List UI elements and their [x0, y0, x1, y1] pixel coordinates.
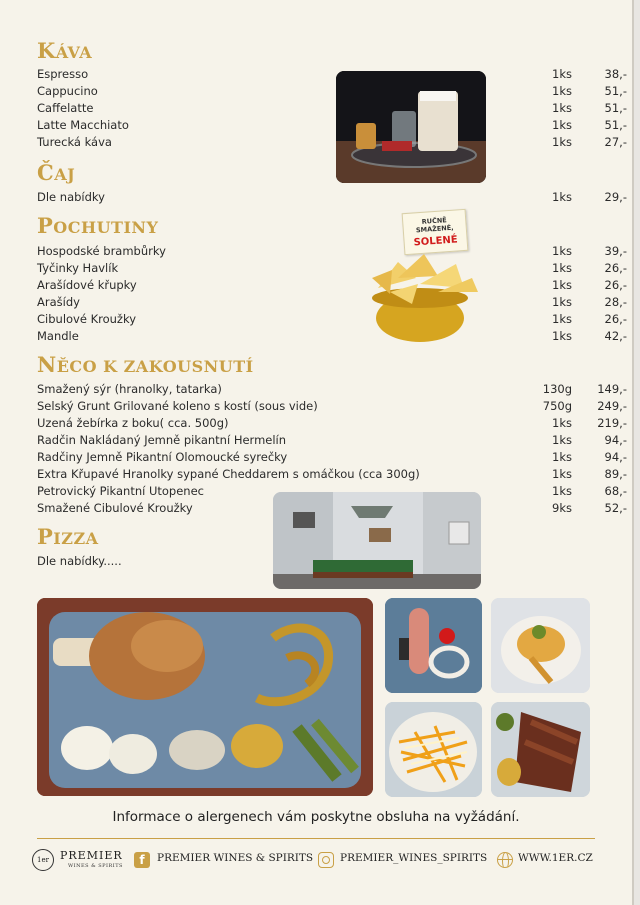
menu-item-name: Arašídy	[37, 295, 80, 309]
menu-item-qty: 1ks	[552, 467, 572, 481]
menu-item-qty: 1ks	[552, 118, 572, 132]
menu-item-price: 29,-	[604, 190, 627, 204]
menu-item	[37, 244, 627, 261]
menu-item-qty: 1ks	[552, 278, 572, 292]
menu-item	[37, 416, 627, 433]
menu-item	[37, 278, 627, 295]
menu-item	[37, 433, 627, 450]
globe-icon	[497, 852, 513, 868]
menu-item-price: 89,-	[604, 467, 627, 481]
menu-item-qty: 130g	[542, 382, 572, 396]
menu-item	[37, 101, 627, 118]
menu-item-price: 42,-	[604, 329, 627, 343]
menu-item-price: 94,-	[604, 433, 627, 447]
menu-item-qty: 1ks	[552, 84, 572, 98]
website-link[interactable]: WWW.1ER.CZ	[518, 852, 593, 864]
premier-brand-sub: WINES & SPIRITS	[68, 863, 123, 869]
menu-item-price: 26,-	[604, 278, 627, 292]
menu-item-name: Dle nabídky	[37, 190, 105, 204]
section-title-caj: ČAJ	[37, 160, 76, 185]
menu-item-price: 249,-	[597, 399, 627, 413]
sausage-photo	[385, 598, 482, 693]
menu-item-qty: 1ks	[552, 312, 572, 326]
menu-item-price: 219,-	[597, 416, 627, 430]
menu-item	[37, 399, 627, 416]
menu-item-qty: 750g	[542, 399, 572, 413]
coffee-photo	[336, 71, 486, 183]
cheese-plate-photo	[491, 598, 590, 693]
pizza-text: Dle nabídky.....	[37, 554, 122, 568]
menu-item-name: Selský Grunt Grilované koleno s kostí (sous vide)	[37, 399, 318, 413]
menu-item	[37, 312, 627, 329]
instagram-link[interactable]: PREMIER_WINES_SPIRITS	[340, 852, 488, 864]
menu-item-qty: 1ks	[552, 450, 572, 464]
chips-bowl-image	[368, 248, 486, 346]
menu-item-qty: 1ks	[552, 261, 572, 275]
menu-item	[37, 190, 627, 207]
billiard-room-photo	[273, 492, 481, 589]
footer-divider	[37, 838, 595, 839]
menu-item-name: Petrovický Pikantní Utopenec	[37, 484, 204, 498]
menu-item-qty: 1ks	[552, 135, 572, 149]
menu-item-price: 38,-	[604, 67, 627, 81]
menu-item-name: Cibulové Kroužky	[37, 312, 137, 326]
menu-item-qty: 1ks	[552, 416, 572, 430]
menu-item	[37, 329, 627, 346]
menu-item	[37, 84, 627, 101]
ribs-photo	[491, 702, 590, 797]
menu-item-name: Smažený sýr (hranolky, tatarka)	[37, 382, 222, 396]
menu-item-name: Latte Macchiato	[37, 118, 129, 132]
premier-logo-mark: 1er	[32, 849, 54, 871]
menu-item-qty: 1ks	[552, 190, 572, 204]
facebook-icon: f	[134, 852, 150, 868]
section-title-kava: KÁVA	[37, 38, 93, 63]
menu-item-name: Radčin Nakládaný Jemně pikantní Hermelín	[37, 433, 287, 447]
menu-item-qty: 1ks	[552, 433, 572, 447]
chips-sign: RUČNĚ SMAŽENÉ, SOLENÉ	[402, 209, 469, 255]
menu-item-name: Espresso	[37, 67, 89, 81]
menu-item-name: Extra Křupavé Hranolky sypané Cheddarem s omáčkou (cca 300g)	[37, 467, 420, 481]
menu-item-name: Arašídové křupky	[37, 278, 137, 292]
menu-item-qty: 1ks	[552, 244, 572, 258]
menu-item-price: 94,-	[604, 450, 627, 464]
menu-item-price: 52,-	[604, 501, 627, 515]
section-title-zakousnuti: NĚCO K ZAKOUSNUTÍ	[37, 352, 254, 377]
menu-item-name: Turecká káva	[37, 135, 112, 149]
menu-item	[37, 118, 627, 135]
menu-item-price: 68,-	[604, 484, 627, 498]
menu-item-qty: 9ks	[552, 501, 572, 515]
menu-item-price: 26,-	[604, 312, 627, 326]
menu-item	[37, 135, 627, 152]
menu-item-name: Cappucino	[37, 84, 98, 98]
menu-item-qty: 1ks	[552, 67, 572, 81]
menu-item-name: Smažené Cibulové Kroužky	[37, 501, 193, 515]
pork-knee-photo	[37, 598, 373, 796]
menu-item-name: Uzená žebírka z boku( cca. 500g)	[37, 416, 229, 430]
menu-item-price: 39,-	[604, 244, 627, 258]
premier-brand: PREMIER	[60, 849, 123, 862]
menu-item	[37, 467, 627, 484]
menu-item-price: 149,-	[597, 382, 627, 396]
menu-item	[37, 261, 627, 278]
menu-item-price: 27,-	[604, 135, 627, 149]
menu-item-name: Hospodské brambůrky	[37, 244, 166, 258]
menu-item-price: 51,-	[604, 118, 627, 132]
menu-item-name: Mandle	[37, 329, 79, 343]
menu-item	[37, 295, 627, 312]
instagram-icon	[318, 852, 334, 868]
menu-item-qty: 1ks	[552, 329, 572, 343]
menu-item-name: Tyčinky Havlík	[37, 261, 119, 275]
fries-photo	[385, 702, 482, 797]
allergen-note: Informace o alergenech vám poskytne obsluha na vyžádání.	[112, 809, 520, 825]
menu-item-price: 51,-	[604, 84, 627, 98]
section-title-pizza: PIZZA	[37, 524, 99, 549]
facebook-link[interactable]: PREMIER WINES & SPIRITS	[157, 852, 314, 864]
menu-item-qty: 1ks	[552, 101, 572, 115]
menu-item	[37, 382, 627, 399]
menu-item-price: 28,-	[604, 295, 627, 309]
menu-item-name: Caffelatte	[37, 101, 94, 115]
menu-item	[37, 450, 627, 467]
menu-item-qty: 1ks	[552, 295, 572, 309]
menu-item-price: 51,-	[604, 101, 627, 115]
menu-item-price: 26,-	[604, 261, 627, 275]
menu-item	[37, 67, 627, 84]
menu-item-name: Radčiny Jemně Pikantní Olomoucké syrečky	[37, 450, 288, 464]
menu-item-qty: 1ks	[552, 484, 572, 498]
section-title-pochutiny: POCHUTINY	[37, 213, 159, 238]
